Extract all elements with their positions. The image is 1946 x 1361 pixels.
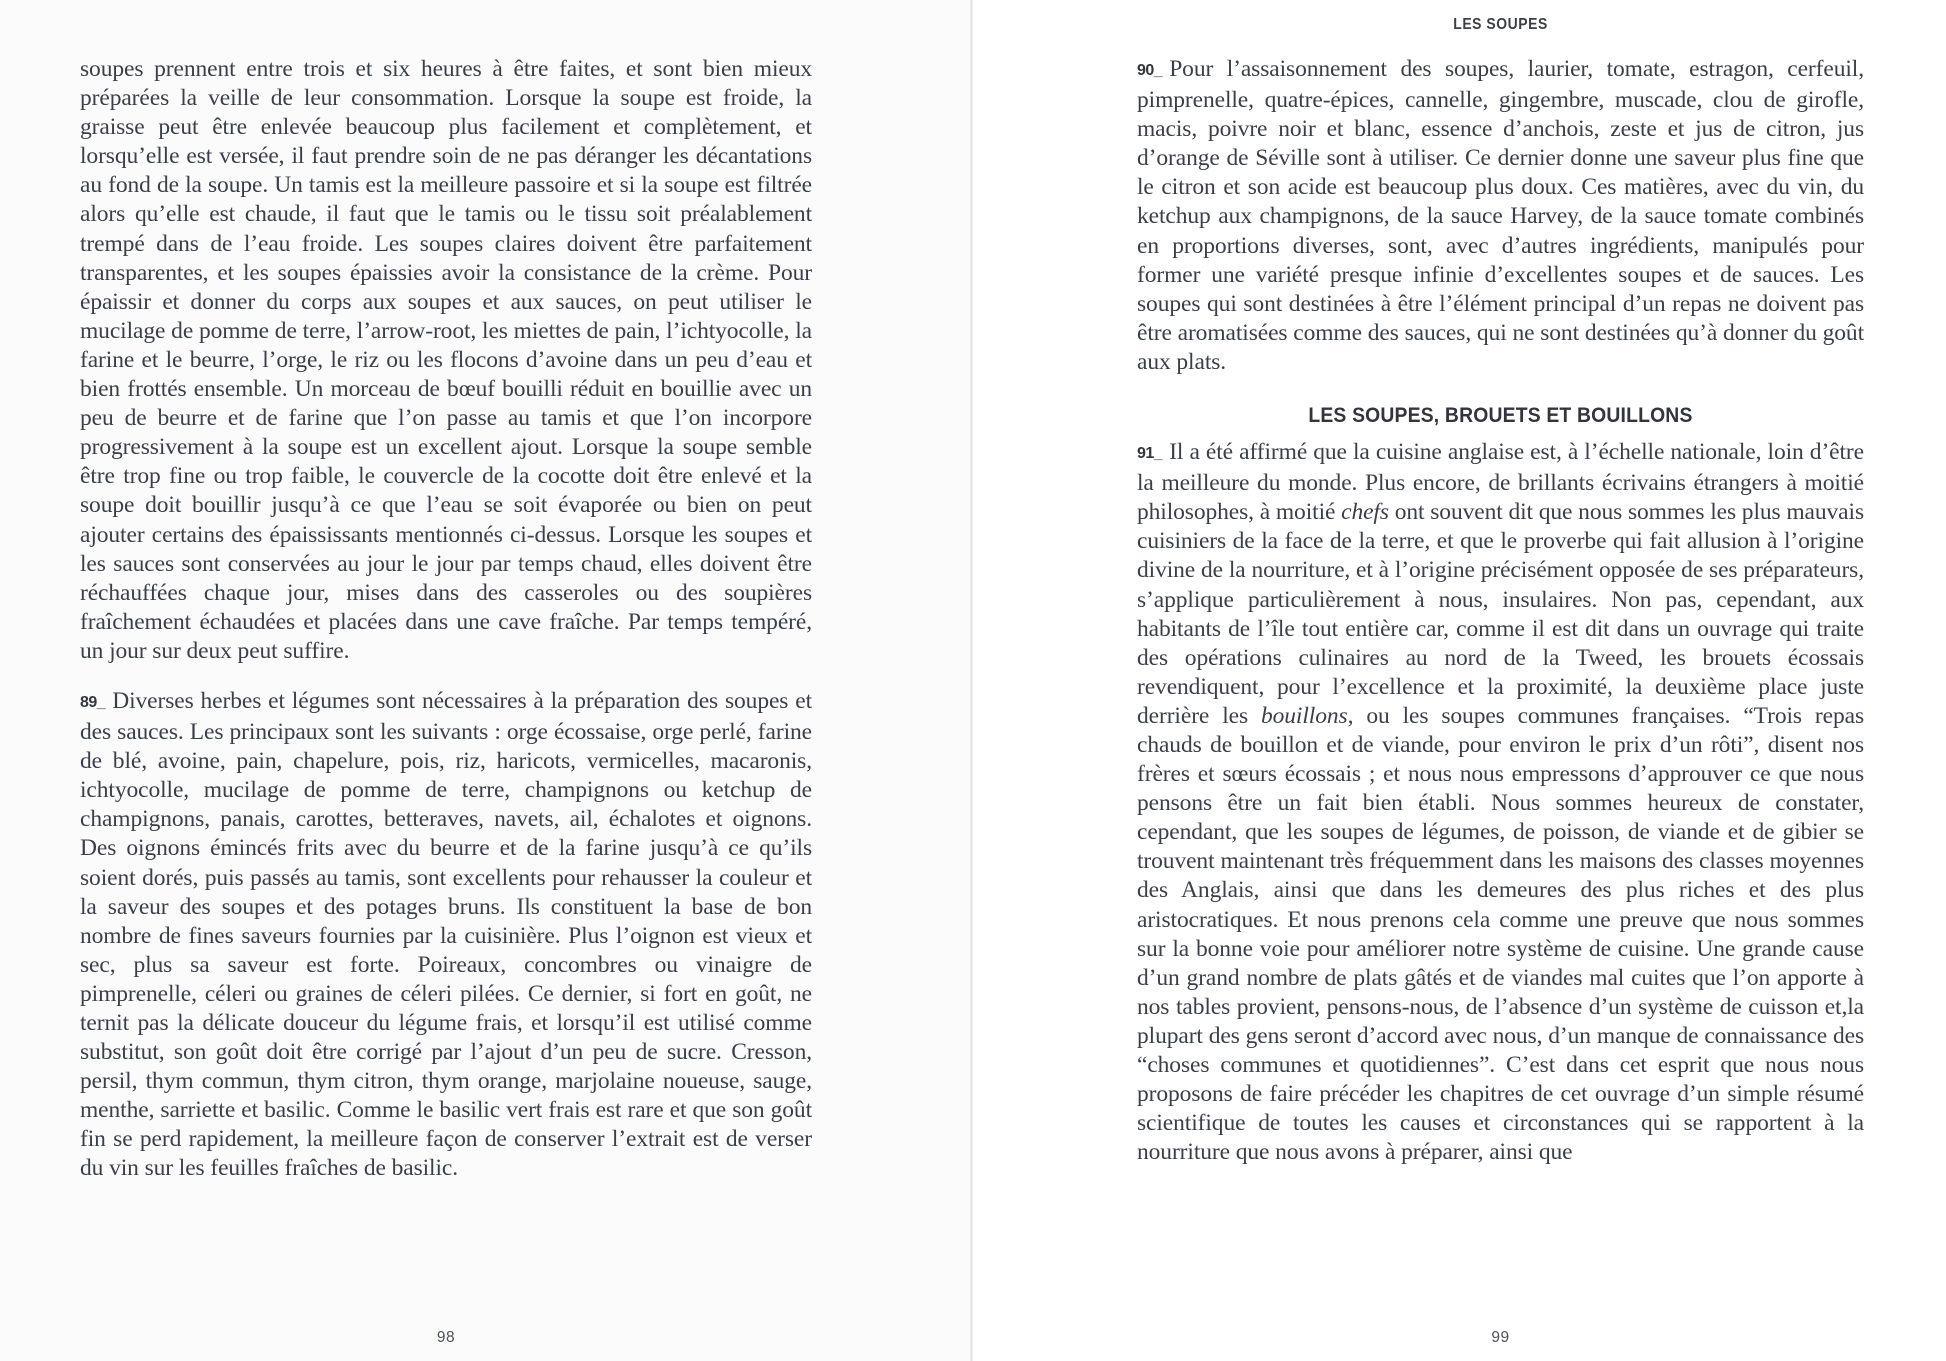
italic-text-segment: bouillons xyxy=(1260,702,1348,729)
text-segment: Il a été affirmé que la cuisine anglaise est, à l’échelle nationale, loin d’être la meilleure du monde. Plus encore, de brillants écrivains étrangers à moitié philosophes, à moitié xyxy=(1137,439,1864,526)
right-text-column xyxy=(1137,55,1864,1167)
left-text-column xyxy=(80,55,812,1184)
body-paragraph xyxy=(1137,55,1864,377)
paragraph-number: 89_ xyxy=(80,693,106,711)
running-header-label: LES SOUPES xyxy=(1453,16,1548,33)
text-segment: , ou les soupes communes françaises. “Trois repas chauds de bouillon et de viande, pour environ le prix d’un rôti”, disent nos frères et sœurs écossais ; et nous nous empressons d’approuver ce que nous pensons être un fait bien établi. Nous sommes heureux de constater, cependant, que les soupes de légumes, de poisson, de viande et de gibier se trouvent maintenant très fréquemment dans les maisons des classes moyennes des Anglais, ainsi que dans les demeures des plus riches et des plus aristocratiques. Et nous prenons cela comme une preuve que nous sommes sur la bonne voie pour améliorer notre système de cuisine. Une grande cause d’un grand nombre de plats gâtés et de viandes mal cuites que l’on apporte à nos tables provient, pensons-nous, de l’absence d’un système de cuisson et,la plupart des gens seront d’accord avec nous, d’un manque de connaissance des “choses communes et quotidiennes”. C’est dans cet esprit que nous nous proposons de faire précéder les chapitres de cet ouvrage d’un simple résumé scientifique de toutes les causes et circonstances qui se rapportent à la nourriture que nous avons à préparer, ainsi que xyxy=(1137,702,1864,1166)
page-number-right: 99 xyxy=(1491,1329,1510,1346)
running-header xyxy=(1137,16,1864,34)
paragraph-number: 90_ xyxy=(1137,62,1163,79)
section-heading xyxy=(1137,401,1864,432)
body-paragraph xyxy=(1137,438,1864,1167)
text-segment: soupes prennent entre trois et six heures à être faites, et sont bien mieux préparées la veille de leur consommation. Lorsque la soupe est froide, la graisse peut être enlevée beaucoup plus facilement et complètement, et lorsqu’elle est versée, il faut prendre soin de ne pas déranger les décantations au fond de la soupe. Un tamis est la meilleure passoire et si la soupe est filtrée alors qu’elle est chaude, il faut que le tamis ou le tissu soit préalablement trempé dans de l’eau froide. Les soupes claires doivent être parfaitement transparentes, et les soupes épaissies avoir la consistance de la crème. Pour épaissir et donner du corps aux soupes et aux sauces, on peut utiliser le mucilage de pomme de terre, l’arrow-root, les miettes de pain, l’ichtyocolle, la farine et le beurre, l’orge, le riz ou les flocons d’avoine dans un peu d’eau et bien frottés ensemble. Un morceau de bœuf bouilli réduit en bouillie avec un peu de beurre et de farine que l’on passe au tamis et que l’on incorpore progressivement à la soupe est un excellent ajout. Lorsque la soupe semble être trop fine ou trop faible, le couvercle de la cocotte doit être enlevé et la soupe doit bouillir jusqu’à ce que l’eau se soit évaporée ou bien on peut ajouter certains des épaississants mentionnés ci-dessus. Lorsque les soupes et les sauces sont conservées au jour le jour par temps chaud, elles doivent être réchauffées chaque jour, mises dans des casseroles ou des soupières fraîchement échaudées et placées dans une cave fraîche. Par temps tempéré, un jour sur deux peut suffire. xyxy=(80,56,812,664)
section-heading-label: LES SOUPES, BROUETS ET BOUILLONS xyxy=(1308,403,1693,428)
page-left xyxy=(0,0,972,1361)
text-segment: ont souvent dit que nous sommes les plus mauvais cuisiniers de la face de la terre, et que le proverbe qui fait allusion à l’origine divine de la nourriture, et à l’origine précisément opposée de ses préparateurs, s’applique particulièrement à nous, insulaires. Non pas, cependant, aux habitants de l’île tout entière car, comme il est dit dans un ouvrage qui traite des opérations culinaires au nord de la Tweed, les brouets écossais revendiquent, pour l’excellence et la proximité, la deuxième place juste derrière les xyxy=(1137,499,1864,729)
italic-text-segment: chefs xyxy=(1341,499,1389,526)
body-paragraph xyxy=(80,55,812,666)
body-paragraph xyxy=(80,687,812,1184)
page-right xyxy=(973,0,1946,1361)
page-number-left: 98 xyxy=(436,1329,456,1346)
text-segment: Diverses herbes et légumes sont nécessaires à la préparation des soupes et des sauces. Les principaux sont les suivants : orge écossaise, orge perlé, farine de blé, avoine, pain, chapelure, pois, riz, haricots, vermicelles, macaronis, ichtyocolle, mucilage de pomme de terre, champignons ou ketchup de champignons, panais, carottes, betteraves, navets, ail, échalotes et oignons. Des oignons émincés frits avec du beurre et de la farine jusqu’à ce qu’ils soient dorés, puis passés au tamis, sont excellents pour rehausser la couleur et la saveur des soupes et des potages bruns. Ils constituent la base de bon nombre de fines saveurs fournies par la cuisinière. Plus l’oignon est vieux et sec, plus sa saveur est forte. Poireaux, concombres ou vinaigre de pimprenelle, céleri ou graines de céleri pilées. Ce dernier, si fort en goût, ne ternit pas la délicate douceur du légume frais, et lorsqu’il est utilisé comme substitut, son goût doit être corrigé par l’ajout d’un peu de sucre. Cresson, persil, thym commun, thym citron, thym orange, marjolaine noueuse, sauge, menthe, sarriette et basilic. Comme le basilic vert frais est rare et que son goût fin se perd rapidement, la meilleure façon de conserver l’extrait est de verser du vin sur les feuilles fraîches de basilic. xyxy=(80,687,812,1182)
text-segment: Pour l’assaisonnement des soupes, laurier, tomate, estragon, cerfeuil, pimprenelle, quatre-épices, cannelle, gingembre, muscade, clou de girofle, macis, poivre noir et blanc, essence d’anchois, zeste et jus de citron, jus d’orange de Séville sont à utiliser. Ce dernier donne une saveur plus fine que le citron et son acide est beaucoup plus doux. Ces matières, avec du vin, du ketchup aux champignons, de la sauce Harvey, de la sauce tomate combinés en proportions diverses, sont, avec d’autres ingrédients, manipulés pour former une variété presque infinie d’excellentes soupes et de sauces. Les soupes qui sont destinées à être l’élément principal d’un repas ne doivent pas être aromatisées comme des sauces, qui ne sont destinées qu’à donner du goût aux plats. xyxy=(1137,56,1864,375)
paragraph-number: 91_ xyxy=(1137,445,1163,463)
